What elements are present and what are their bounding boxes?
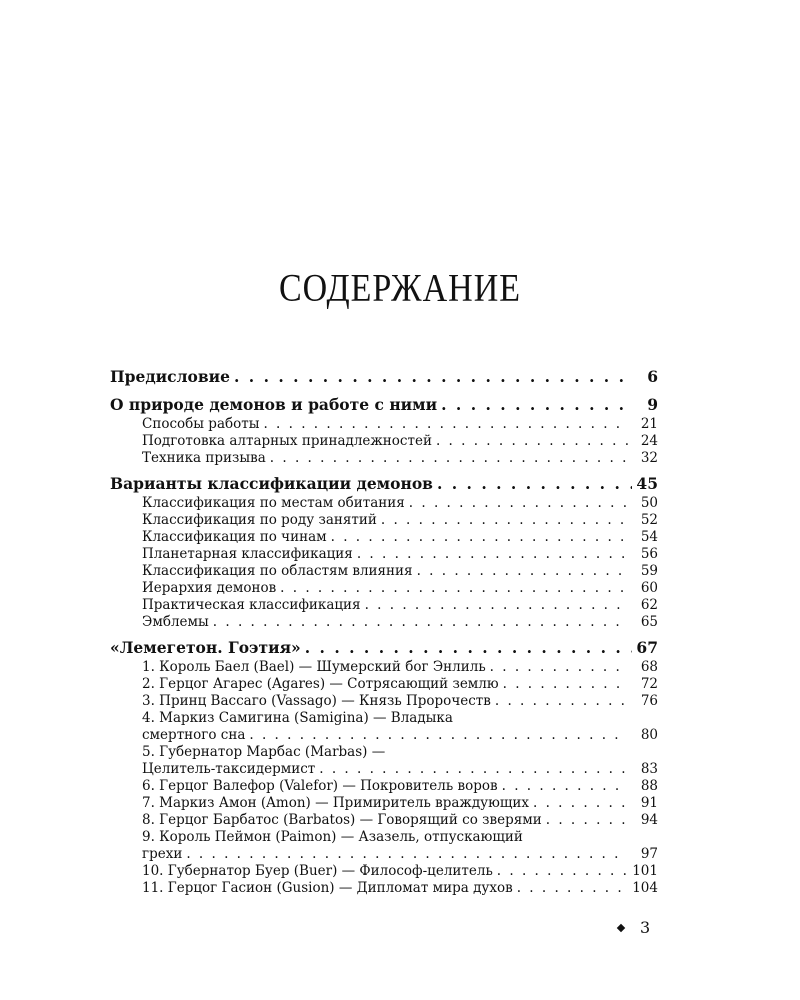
toc-item[interactable] (110, 450, 658, 467)
toc-item-page: 83 (640, 761, 658, 777)
toc-entry-page: 67 (636, 638, 658, 657)
toc-item-title: Классификация по роду занятий (142, 512, 377, 528)
dot-leader (381, 512, 628, 529)
toc-item[interactable] (110, 495, 658, 512)
dot-leader (270, 450, 628, 467)
toc-item-page: 32 (640, 450, 658, 466)
toc-item[interactable] (110, 795, 658, 812)
toc-section-title[interactable] (110, 637, 658, 659)
toc-item[interactable] (110, 659, 658, 676)
toc-item-page: 80 (640, 727, 658, 743)
dot-leader (213, 614, 628, 631)
toc-item[interactable] (110, 563, 658, 580)
toc-item[interactable] (110, 727, 658, 744)
toc-item-page: 54 (640, 529, 658, 545)
toc-item-title: Классификация по областям влияния (142, 563, 413, 579)
toc-item[interactable] (110, 761, 658, 778)
dot-leader (280, 580, 628, 597)
toc-item-title: Подготовка алтарных принадлежностей (142, 433, 432, 449)
dot-leader (186, 846, 628, 863)
dot-leader (533, 795, 628, 812)
toc-item-line[interactable]: 5. Губернатор Марбас (Marbas) — (142, 744, 386, 760)
dot-leader (331, 529, 628, 546)
page-footer (618, 918, 650, 937)
dot-leader (249, 727, 628, 744)
toc-item-title: 10. Губернатор Буер (Buer) — Философ-целитель (142, 863, 493, 879)
toc-item-page: 60 (640, 580, 658, 596)
dot-leader (503, 676, 628, 693)
toc-item[interactable] (110, 529, 658, 546)
dot-leader (305, 637, 633, 659)
toc-item-page: 62 (640, 597, 658, 613)
toc-item[interactable] (110, 812, 658, 829)
toc-item-title: грехи (142, 846, 183, 862)
toc-item-title: 8. Герцог Барбатос (Barbatos) — Говорящий со зверями (142, 812, 542, 828)
toc-item-page: 21 (640, 416, 658, 432)
toc-entry-title: Предисловие (110, 367, 230, 386)
toc-item[interactable] (110, 546, 658, 563)
toc-item-page: 88 (640, 778, 658, 794)
toc-item[interactable] (110, 863, 658, 880)
toc-item-title: 2. Герцог Агарес (Agares) — Сотрясающий землю (142, 676, 499, 692)
toc-item[interactable] (110, 433, 658, 450)
toc-item-title: Планетарная классификация (142, 546, 353, 562)
toc-item-page: 50 (640, 495, 658, 511)
toc-item[interactable] (110, 512, 658, 529)
toc-entry-page: 9 (647, 395, 658, 414)
toc-item-title: 6. Герцог Валефор (Valefor) — Покровитель воров (142, 778, 498, 794)
dot-leader (319, 761, 628, 778)
toc-item-page: 56 (640, 546, 658, 562)
toc-item-title: Целитель-таксидермист (142, 761, 316, 777)
dot-leader (441, 394, 634, 416)
toc-item[interactable] (110, 416, 658, 433)
toc-item-page: 101 (632, 863, 658, 879)
table-of-contents (110, 366, 658, 897)
toc-item-title: Классификация по местам обитания (142, 495, 405, 511)
toc-item-title: 3. Принц Вассаго (Vassago) — Князь Пророчеств (142, 693, 491, 709)
toc-entry-title: О природе демонов и работе с ними (110, 395, 438, 414)
toc-item-page: 65 (640, 614, 658, 630)
dot-leader (365, 597, 628, 614)
toc-entry-page: 45 (636, 474, 658, 493)
dot-leader (502, 778, 628, 795)
toc-item-line[interactable]: 9. Король Пеймон (Paimon) — Азазель, отпускающий (142, 829, 523, 845)
dot-leader (357, 546, 628, 563)
toc-item-title: Классификация по чинам (142, 529, 327, 545)
page-number: 3 (640, 918, 651, 937)
toc-entry-title: Варианты классификации демонов (110, 474, 433, 493)
dot-leader (417, 563, 628, 580)
toc-item[interactable] (110, 846, 658, 863)
toc-item-page: 72 (640, 676, 658, 692)
toc-item-page: 94 (640, 812, 658, 828)
toc-item-page: 52 (640, 512, 658, 528)
page-title: СОДЕРЖАНИЕ (278, 267, 522, 310)
toc-item[interactable] (110, 676, 658, 693)
toc-item-title: Эмблемы (142, 614, 209, 630)
toc-item-page: 59 (640, 563, 658, 579)
toc-entry-preface[interactable] (110, 366, 658, 388)
toc-item-page: 104 (632, 880, 658, 896)
dot-leader (546, 812, 628, 829)
dot-leader (263, 416, 628, 433)
toc-entry-page: 6 (647, 367, 658, 386)
toc-item-page: 97 (640, 846, 658, 862)
toc-item-title: 11. Герцог Гасион (Gusion) — Дипломат мира духов (142, 880, 513, 896)
toc-item-page: 24 (640, 433, 658, 449)
toc-item-title: смертного сна (142, 727, 246, 743)
toc-item[interactable] (110, 778, 658, 795)
dot-leader (409, 495, 628, 512)
dot-leader (234, 366, 634, 388)
toc-item-title: Способы работы (142, 416, 260, 432)
toc-item-page: 68 (640, 659, 658, 675)
toc-item-page: 76 (640, 693, 658, 709)
toc-entry-title: «Лемегетон. Гоэтия» (110, 638, 301, 657)
toc-item[interactable] (110, 880, 658, 897)
toc-item-line[interactable]: 4. Маркиз Самигина (Samigina) — Владыка (142, 710, 453, 726)
toc-item[interactable] (110, 614, 658, 631)
dot-leader (517, 880, 628, 897)
dot-leader (495, 693, 628, 710)
toc-item-title: 1. Король Баел (Bael) — Шумерский бог Энлиль (142, 659, 486, 675)
dot-leader (437, 473, 632, 495)
toc-section-title[interactable] (110, 394, 658, 416)
toc-item[interactable] (110, 693, 658, 710)
toc-section-title[interactable] (110, 473, 658, 495)
toc-item[interactable] (110, 597, 658, 614)
toc-item-title: 7. Маркиз Амон (Amon) — Примиритель враждующих (142, 795, 530, 811)
toc-item-page: 91 (640, 795, 658, 811)
toc-item-title: Практическая классификация (142, 597, 361, 613)
dot-leader (490, 659, 628, 676)
dot-leader (436, 433, 628, 450)
diamond-icon (617, 923, 625, 931)
toc-item[interactable] (110, 580, 658, 597)
dot-leader (497, 863, 628, 880)
toc-item-title: Иерархия демонов (142, 580, 277, 596)
toc-item-title: Техника призыва (142, 450, 266, 466)
